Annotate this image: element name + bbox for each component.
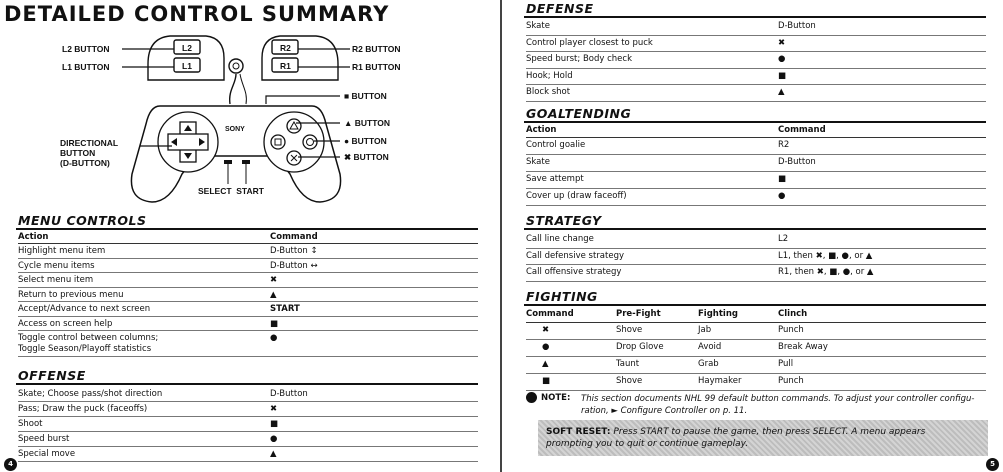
row-fighting: Grab bbox=[698, 359, 719, 369]
row-command: L1, then ✖, ■, ●, or ▲ bbox=[778, 250, 873, 261]
row-command: ▲ bbox=[270, 289, 277, 300]
row-command: START bbox=[270, 304, 300, 314]
goaltending-rule bbox=[524, 121, 986, 123]
row-command: D-Button ↔ bbox=[270, 260, 318, 271]
row-action: Skate bbox=[526, 21, 550, 31]
row-command: ▲ bbox=[778, 87, 785, 97]
row-command: ■ bbox=[778, 70, 787, 81]
row-command: ● bbox=[270, 434, 278, 444]
table-row bbox=[526, 357, 986, 374]
soft-reset-label: SOFT RESET: bbox=[546, 427, 611, 437]
header-pre-fight: Pre-Fight bbox=[616, 309, 661, 319]
header-fighting: Fighting bbox=[698, 309, 738, 319]
page-number-right: 5 bbox=[986, 458, 999, 471]
fighting-rule bbox=[524, 304, 986, 306]
row-clinch: Punch bbox=[778, 376, 804, 386]
svg-text:R2: R2 bbox=[280, 43, 291, 53]
row-pre-fight: Drop Glove bbox=[616, 342, 664, 352]
table-row bbox=[526, 340, 986, 357]
soft-reset-body: Press START to pause the game, then press SELECT. A menu appears prompting you to quit or continue gameplay. bbox=[546, 427, 926, 449]
label-square-button: ■ BUTTON bbox=[344, 91, 387, 101]
menu-controls-rule bbox=[16, 228, 478, 230]
table-row bbox=[526, 249, 986, 266]
offense-rule bbox=[16, 383, 478, 385]
row-command: D-Button bbox=[778, 21, 816, 31]
table-row bbox=[526, 138, 986, 155]
row-command: R2 bbox=[778, 140, 790, 150]
table-row bbox=[18, 387, 478, 402]
offense-table bbox=[18, 387, 478, 462]
row-clinch: Break Away bbox=[778, 342, 828, 352]
row-command: ● bbox=[270, 333, 278, 343]
row-action: Call defensive strategy bbox=[526, 250, 625, 261]
table-row bbox=[526, 52, 986, 69]
row-action: Skate; Choose pass/shot direction bbox=[18, 389, 163, 399]
strategy-table bbox=[526, 232, 986, 282]
row-command: ■ bbox=[778, 174, 787, 184]
controller-cable bbox=[230, 74, 236, 104]
table-row bbox=[526, 155, 986, 172]
header-command: Command bbox=[778, 125, 826, 135]
menu-controls-title: MENU CONTROLS bbox=[18, 213, 147, 228]
header-action: Action bbox=[526, 125, 557, 135]
row-clinch: Pull bbox=[778, 359, 794, 369]
table-row bbox=[18, 432, 478, 447]
row-command: ✖ bbox=[270, 404, 278, 414]
label-dpad-line3: (D-BUTTON) bbox=[60, 158, 110, 168]
note-label: NOTE: bbox=[541, 393, 571, 403]
row-action: Toggle control between columns; bbox=[18, 333, 159, 343]
table-row bbox=[18, 417, 478, 432]
header-action: Action bbox=[18, 232, 49, 242]
table-row bbox=[526, 69, 986, 86]
table-row bbox=[18, 273, 478, 288]
row-action: Access on screen help bbox=[18, 318, 113, 329]
controller-diagram bbox=[10, 24, 480, 212]
row-fighting: Avoid bbox=[698, 342, 722, 352]
table-row bbox=[526, 36, 986, 53]
row-clinch: Punch bbox=[778, 325, 804, 335]
table-row bbox=[526, 374, 986, 391]
goaltending-table bbox=[526, 124, 986, 206]
note-text: This section documents NHL 99 default button commands. To adjust your controller configu- ration, ► Configure Controller on p. 11. bbox=[581, 394, 975, 416]
table-row bbox=[526, 19, 986, 36]
svg-text:L1: L1 bbox=[182, 61, 192, 71]
row-command: D-Button bbox=[270, 389, 308, 399]
defense-table bbox=[526, 19, 986, 102]
row-button: ■ bbox=[542, 376, 551, 386]
table-row bbox=[526, 189, 986, 206]
label-dpad-line1: DIRECTIONAL bbox=[60, 138, 119, 148]
row-command: ■ bbox=[270, 318, 279, 329]
table-row bbox=[18, 317, 478, 332]
row-action: Cover up (draw faceoff) bbox=[526, 191, 627, 201]
table-row bbox=[18, 244, 478, 259]
menu-controls-table bbox=[18, 231, 478, 357]
page-title: DETAILED CONTROL SUMMARY bbox=[4, 2, 390, 26]
row-action: Cycle menu items bbox=[18, 260, 95, 271]
controller-shoulders bbox=[148, 36, 338, 80]
row-command: ▲ bbox=[270, 449, 277, 459]
row-action: Highlight menu item bbox=[18, 246, 106, 256]
row-button: ● bbox=[542, 342, 550, 352]
label-r1-button: R1 BUTTON bbox=[352, 62, 401, 72]
row-pre-fight: Shove bbox=[616, 325, 643, 335]
sony-logo: SONY bbox=[225, 126, 245, 133]
header-command: Command bbox=[270, 232, 318, 242]
row-action: Block shot bbox=[526, 87, 571, 97]
header-clinch: Clinch bbox=[778, 309, 808, 319]
offense-title: OFFENSE bbox=[18, 368, 86, 383]
row-action: Shoot bbox=[18, 419, 43, 429]
table-row bbox=[18, 402, 478, 417]
start-button-shape bbox=[242, 160, 250, 164]
note-bullet-icon bbox=[526, 392, 537, 403]
label-l1-button: L1 BUTTON bbox=[62, 62, 110, 72]
soft-reset-text bbox=[546, 426, 946, 450]
table-header bbox=[526, 307, 986, 323]
table-row bbox=[526, 265, 986, 282]
table-row bbox=[18, 331, 478, 357]
row-command: ✖ bbox=[778, 37, 786, 48]
row-action: Hook; Hold bbox=[526, 70, 573, 81]
row-command: D-Button ↕ bbox=[270, 246, 318, 256]
row-command: L2 bbox=[778, 234, 789, 244]
connector-ring bbox=[229, 59, 243, 73]
fighting-title: FIGHTING bbox=[526, 289, 598, 304]
row-action: Pass; Draw the puck (faceoffs) bbox=[18, 404, 148, 414]
strategy-rule bbox=[524, 228, 986, 230]
svg-text:R1: R1 bbox=[280, 61, 291, 71]
row-command: ✖ bbox=[270, 275, 278, 285]
strategy-title: STRATEGY bbox=[526, 213, 602, 228]
row-action: Skate bbox=[526, 157, 550, 167]
row-pre-fight: Taunt bbox=[616, 359, 640, 369]
defense-rule bbox=[524, 16, 986, 18]
table-row bbox=[526, 323, 986, 340]
row-action: Control player closest to puck bbox=[526, 37, 653, 48]
row-command: ● bbox=[778, 191, 786, 201]
fighting-table bbox=[526, 307, 986, 391]
row-command: ■ bbox=[270, 419, 279, 429]
row-button: ✖ bbox=[542, 325, 550, 335]
row-action: Speed burst; Body check bbox=[526, 54, 632, 64]
row-action-continued: Toggle Season/Playoff statistics bbox=[18, 344, 152, 354]
label-l2-button: L2 BUTTON bbox=[62, 44, 110, 54]
table-row bbox=[18, 259, 478, 274]
svg-text:L2: L2 bbox=[182, 43, 192, 53]
table-header bbox=[18, 231, 478, 244]
row-action: Save attempt bbox=[526, 174, 584, 184]
defense-title: DEFENSE bbox=[526, 1, 594, 16]
row-fighting: Haymaker bbox=[698, 376, 742, 386]
label-circle-button: ● BUTTON bbox=[344, 136, 387, 146]
table-row bbox=[18, 302, 478, 317]
table-row bbox=[18, 288, 478, 303]
label-dpad-line2: BUTTON bbox=[60, 148, 96, 158]
row-action: Speed burst bbox=[18, 434, 70, 444]
label-select-start: SELECT START bbox=[198, 186, 264, 196]
label-r2-button: R2 BUTTON bbox=[352, 44, 401, 54]
row-action: Accept/Advance to next screen bbox=[18, 304, 151, 314]
goaltending-title: GOALTENDING bbox=[526, 106, 632, 121]
soft-reset-box bbox=[538, 420, 988, 456]
table-row bbox=[526, 172, 986, 189]
label-triangle-button: ▲ BUTTON bbox=[344, 118, 391, 128]
row-action: Control goalie bbox=[526, 140, 586, 150]
page-number-left: 4 bbox=[4, 458, 17, 471]
row-action: Special move bbox=[18, 449, 76, 459]
label-cross-button: ✖ BUTTON bbox=[344, 152, 389, 162]
table-header bbox=[526, 124, 986, 138]
row-command: ● bbox=[778, 54, 786, 64]
row-fighting: Jab bbox=[698, 325, 712, 335]
table-row bbox=[526, 85, 986, 102]
table-row bbox=[18, 447, 478, 462]
select-button-shape bbox=[224, 160, 232, 164]
header-command: Command bbox=[526, 309, 574, 319]
row-button: ▲ bbox=[542, 359, 549, 369]
row-command: R1, then ✖, ■, ●, or ▲ bbox=[778, 267, 874, 277]
row-pre-fight: Shove bbox=[616, 376, 643, 386]
row-action: Return to previous menu bbox=[18, 289, 124, 300]
row-command: D-Button bbox=[778, 157, 816, 167]
page-gutter bbox=[500, 0, 502, 472]
row-action: Select menu item bbox=[18, 275, 94, 285]
row-action: Call offensive strategy bbox=[526, 267, 622, 277]
row-action: Call line change bbox=[526, 234, 594, 244]
table-row bbox=[526, 232, 986, 249]
